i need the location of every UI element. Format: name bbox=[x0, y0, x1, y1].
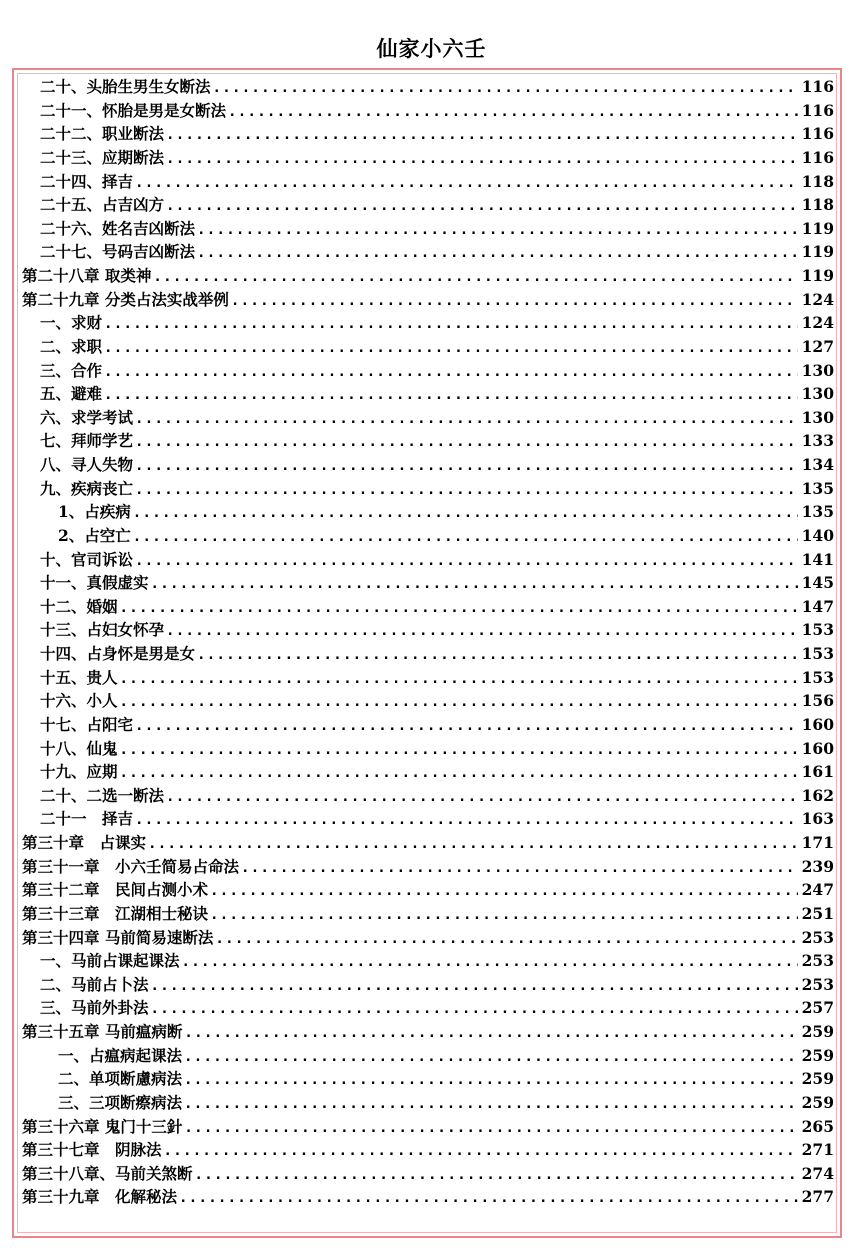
toc-dot-leader bbox=[104, 313, 798, 337]
toc-entry-page-number: 147 bbox=[801, 596, 834, 616]
toc-entry-label: 十七、占阳宅 bbox=[40, 714, 134, 734]
toc-entry-page-number: 124 bbox=[801, 289, 834, 309]
toc-dot-leader bbox=[135, 172, 798, 196]
toc-entry-label: 二十五、占吉凶方 bbox=[40, 195, 165, 215]
toc-entry-label: 第二十八章 取类神 bbox=[22, 266, 152, 285]
toc-entry-label: 第二十九章 分类占法实战举例 bbox=[22, 289, 229, 309]
toc-entry-page-number: 247 bbox=[801, 880, 834, 900]
toc-dot-leader bbox=[184, 1069, 798, 1093]
toc-entry-label: 2、占空亡 bbox=[58, 525, 131, 545]
toc-entry[interactable] bbox=[22, 264, 834, 288]
toc-entry-label: 十四、占身怀是男是女 bbox=[40, 644, 196, 663]
toc-dot-leader bbox=[166, 124, 798, 148]
toc-dot-leader bbox=[166, 148, 798, 172]
toc-dot-leader bbox=[120, 668, 798, 692]
toc-entry[interactable] bbox=[22, 666, 834, 690]
toc-entry-label: 八、寻人失物 bbox=[40, 455, 134, 474]
toc-dot-leader bbox=[151, 998, 798, 1022]
toc-dot-leader bbox=[104, 337, 798, 361]
toc-entry[interactable] bbox=[22, 146, 834, 170]
toc-dot-leader bbox=[197, 219, 798, 243]
toc-entry[interactable] bbox=[22, 831, 834, 855]
toc-entry-label: 十三、占妇女怀孕 bbox=[40, 620, 165, 640]
toc-dot-leader bbox=[197, 644, 798, 668]
toc-entry[interactable] bbox=[22, 926, 834, 950]
toc-entry-label: 二、单项断慮病法 bbox=[58, 1069, 183, 1089]
toc-entry-label: 二十、二选一断法 bbox=[40, 785, 165, 805]
toc-dot-leader bbox=[231, 290, 798, 314]
toc-entry[interactable] bbox=[22, 973, 834, 997]
toc-entry[interactable] bbox=[22, 217, 834, 241]
toc-dot-leader bbox=[179, 1187, 798, 1211]
toc-entry-label: 二十四、择吉 bbox=[40, 171, 134, 191]
toc-dot-leader bbox=[166, 786, 798, 810]
toc-dot-leader bbox=[148, 833, 798, 857]
toc-entry-page-number: 118 bbox=[801, 171, 834, 191]
toc-entry[interactable] bbox=[22, 855, 834, 879]
toc-entry[interactable] bbox=[22, 477, 834, 501]
page-title: 仙家小六壬 bbox=[376, 37, 487, 61]
toc-entry-page-number: 134 bbox=[801, 455, 834, 474]
toc-dot-leader bbox=[213, 77, 798, 101]
toc-entry-page-number: 156 bbox=[801, 691, 834, 711]
toc-dot-leader bbox=[153, 266, 797, 290]
toc-entry[interactable] bbox=[22, 1162, 834, 1186]
toc-entry[interactable] bbox=[22, 713, 834, 737]
toc-entry[interactable] bbox=[22, 193, 834, 217]
toc-dot-leader bbox=[215, 928, 797, 952]
toc-dot-leader bbox=[184, 1117, 797, 1141]
toc-dot-leader bbox=[104, 361, 798, 385]
toc-entry-label: 第三十二章 民间占测小术 bbox=[22, 880, 209, 900]
toc-entry-label: 十二、婚姻 bbox=[40, 596, 118, 616]
toc-dot-leader bbox=[135, 431, 798, 455]
toc-entry-page-number: 145 bbox=[801, 573, 834, 593]
toc-entry-label: 十八、仙鬼 bbox=[40, 738, 118, 758]
toc-entry[interactable] bbox=[22, 500, 834, 524]
toc-entry-page-number: 257 bbox=[801, 998, 834, 1018]
toc-dot-leader bbox=[151, 975, 798, 999]
toc-entry[interactable] bbox=[22, 595, 834, 619]
toc-entry-page-number: 161 bbox=[801, 762, 834, 782]
toc-dot-leader bbox=[195, 1164, 798, 1188]
toc-entry-label: 十六、小人 bbox=[40, 691, 118, 711]
toc-entry-label: 第三十六章 鬼门十三針 bbox=[22, 1116, 183, 1136]
toc-entry[interactable] bbox=[22, 878, 834, 902]
toc-entry[interactable] bbox=[22, 1185, 834, 1209]
toc-entry-page-number: 119 bbox=[801, 242, 834, 262]
toc-entry[interactable] bbox=[22, 453, 834, 477]
toc-entry[interactable] bbox=[22, 122, 834, 146]
toc-dot-leader bbox=[210, 880, 798, 904]
toc-dot-leader bbox=[135, 408, 798, 432]
toc-dot-leader bbox=[164, 1140, 798, 1164]
toc-entry-page-number: 140 bbox=[801, 525, 834, 545]
toc-dot-leader bbox=[166, 620, 798, 644]
toc-entry-page-number: 124 bbox=[801, 313, 834, 333]
toc-dot-leader bbox=[228, 101, 798, 125]
toc-entry-page-number: 259 bbox=[801, 1045, 834, 1065]
toc-entry-label: 七、拜师学艺 bbox=[40, 431, 134, 451]
toc-entry-label: 二、求职 bbox=[40, 336, 103, 356]
toc-entry-page-number: 135 bbox=[801, 478, 834, 498]
toc-entry-page-number: 116 bbox=[801, 147, 834, 167]
toc-entry[interactable] bbox=[22, 1067, 834, 1091]
toc-entry-label: 第三十三章 江湖相士秘诀 bbox=[22, 903, 209, 923]
toc-entry-page-number: 259 bbox=[801, 1092, 834, 1112]
toc-entry[interactable] bbox=[22, 406, 834, 430]
toc-entry-page-number: 116 bbox=[801, 100, 834, 120]
toc-entry-label: 十五、贵人 bbox=[40, 667, 118, 687]
toc-entry-label: 二十六、姓名吉凶断法 bbox=[40, 218, 196, 238]
toc-entry-page-number: 239 bbox=[801, 856, 834, 876]
toc-entry-page-number: 141 bbox=[801, 549, 834, 569]
toc-entry-page-number: 274 bbox=[801, 1163, 834, 1183]
toc-entry[interactable] bbox=[22, 524, 834, 548]
toc-entry-page-number: 135 bbox=[801, 502, 834, 522]
toc-entry-label: 三、马前外卦法 bbox=[40, 998, 149, 1018]
toc-entry-label: 二十一 择吉 bbox=[40, 809, 134, 829]
toc-entry-label: 二十一、怀胎是男是女断法 bbox=[40, 100, 227, 120]
toc-entry[interactable] bbox=[22, 902, 834, 926]
toc-dot-leader bbox=[166, 195, 798, 219]
toc-entry[interactable] bbox=[22, 1091, 834, 1115]
toc-entry-page-number: 171 bbox=[801, 833, 834, 852]
toc-entry-page-number: 116 bbox=[801, 77, 834, 96]
toc-entry-label: 二十七、号码吉凶断法 bbox=[40, 242, 196, 262]
toc-entry-page-number: 277 bbox=[801, 1187, 834, 1207]
toc-dot-leader bbox=[182, 951, 798, 975]
toc-entry-label: 第三十八章、马前关煞断 bbox=[22, 1163, 193, 1183]
toc-entry-label: 第三十四章 马前简易速断法 bbox=[22, 927, 214, 947]
toc-entry[interactable] bbox=[22, 996, 834, 1020]
table-of-contents bbox=[22, 75, 834, 1209]
toc-dot-leader bbox=[184, 1022, 797, 1046]
toc-entry[interactable] bbox=[22, 311, 834, 335]
toc-entry-page-number: 253 bbox=[801, 974, 834, 994]
toc-entry-label: 一、马前占课起课法 bbox=[40, 951, 180, 971]
toc-entry[interactable] bbox=[22, 170, 834, 194]
toc-entry-page-number: 265 bbox=[801, 1116, 834, 1136]
toc-dot-leader bbox=[135, 550, 798, 574]
toc-entry-page-number: 127 bbox=[801, 336, 834, 356]
toc-entry-label: 第三十五章 马前瘟病断 bbox=[22, 1022, 183, 1041]
toc-entry-label: 第三十九章 化解秘法 bbox=[22, 1187, 178, 1207]
toc-entry-page-number: 118 bbox=[801, 195, 834, 215]
toc-entry[interactable] bbox=[22, 288, 834, 312]
toc-entry[interactable] bbox=[22, 99, 834, 123]
toc-dot-leader bbox=[135, 479, 798, 503]
toc-entry-label: 五、避难 bbox=[40, 384, 103, 404]
toc-entry-page-number: 163 bbox=[801, 809, 834, 829]
toc-dot-leader bbox=[120, 691, 798, 715]
toc-entry-page-number: 130 bbox=[801, 384, 834, 404]
toc-entry-page-number: 271 bbox=[801, 1140, 834, 1160]
toc-entry-page-number: 119 bbox=[801, 218, 834, 238]
toc-entry-label: 第三十七章 阴脉法 bbox=[22, 1140, 162, 1160]
toc-entry[interactable] bbox=[22, 760, 834, 784]
toc-entry[interactable] bbox=[22, 807, 834, 831]
toc-entry[interactable] bbox=[22, 737, 834, 761]
toc-entry[interactable] bbox=[22, 1020, 834, 1044]
toc-entry-label: 二十、头胎生男生女断法 bbox=[40, 77, 211, 96]
toc-entry-label: 第三十章 占课实 bbox=[22, 833, 147, 852]
toc-entry-label: 1、占疾病 bbox=[58, 502, 131, 522]
toc-dot-leader bbox=[133, 526, 798, 550]
toc-entry-page-number: 153 bbox=[801, 667, 834, 687]
toc-entry-label: 第三十一章 小六壬简易占命法 bbox=[22, 856, 240, 876]
toc-entry[interactable] bbox=[22, 571, 834, 595]
toc-entry[interactable] bbox=[22, 240, 834, 264]
toc-entry[interactable] bbox=[22, 784, 834, 808]
toc-entry-label: 一、求财 bbox=[40, 313, 103, 333]
toc-entry-label: 三、三项断瘵病法 bbox=[58, 1092, 183, 1112]
toc-entry-label: 二十三、应期断法 bbox=[40, 147, 165, 167]
toc-dot-leader bbox=[197, 242, 798, 266]
toc-entry-page-number: 133 bbox=[801, 431, 834, 451]
toc-entry-page-number: 153 bbox=[801, 644, 834, 663]
toc-entry-page-number: 119 bbox=[801, 266, 834, 285]
toc-entry-label: 三、合作 bbox=[40, 360, 103, 380]
toc-entry[interactable] bbox=[22, 429, 834, 453]
toc-entry-page-number: 130 bbox=[801, 407, 834, 427]
toc-dot-leader bbox=[104, 384, 798, 408]
toc-entry[interactable] bbox=[22, 382, 834, 406]
toc-dot-leader bbox=[184, 1093, 798, 1117]
toc-dot-leader bbox=[120, 597, 798, 621]
toc-dot-leader bbox=[120, 762, 798, 786]
toc-dot-leader bbox=[210, 904, 798, 928]
toc-entry[interactable] bbox=[22, 1115, 834, 1139]
toc-entry[interactable] bbox=[22, 689, 834, 713]
toc-entry-label: 二、马前占卜法 bbox=[40, 974, 149, 994]
toc-entry-page-number: 130 bbox=[801, 360, 834, 380]
toc-entry-page-number: 259 bbox=[801, 1022, 834, 1041]
toc-entry[interactable] bbox=[22, 642, 834, 666]
toc-dot-leader bbox=[135, 715, 798, 739]
toc-entry-page-number: 153 bbox=[801, 620, 834, 640]
toc-dot-leader bbox=[151, 573, 798, 597]
toc-dot-leader bbox=[133, 502, 798, 526]
toc-entry-page-number: 160 bbox=[801, 738, 834, 758]
toc-entry[interactable] bbox=[22, 1044, 834, 1068]
toc-entry-label: 十、官司诉讼 bbox=[40, 549, 134, 569]
toc-entry-page-number: 162 bbox=[801, 785, 834, 805]
toc-entry[interactable] bbox=[22, 1138, 834, 1162]
toc-entry-page-number: 251 bbox=[801, 903, 834, 923]
toc-dot-leader bbox=[184, 1046, 798, 1070]
toc-entry-page-number: 116 bbox=[801, 124, 834, 144]
toc-dot-leader bbox=[135, 809, 798, 833]
toc-entry-page-number: 253 bbox=[801, 927, 834, 947]
toc-entry-label: 十九、应期 bbox=[40, 762, 118, 782]
toc-entry[interactable] bbox=[22, 618, 834, 642]
toc-entry-page-number: 160 bbox=[801, 714, 834, 734]
toc-entry[interactable] bbox=[22, 548, 834, 572]
toc-entry-label: 六、求学考试 bbox=[40, 407, 134, 427]
toc-entry-page-number: 259 bbox=[801, 1069, 834, 1089]
toc-dot-leader bbox=[120, 739, 798, 763]
toc-entry-label: 九、疾病丧亡 bbox=[40, 478, 134, 498]
toc-entry-label: 二十二、职业断法 bbox=[40, 124, 165, 144]
toc-entry[interactable] bbox=[22, 75, 834, 99]
toc-entry[interactable] bbox=[22, 335, 834, 359]
toc-entry-page-number: 253 bbox=[801, 951, 834, 971]
toc-entry-label: 一、占瘟病起课法 bbox=[58, 1045, 183, 1065]
toc-entry[interactable] bbox=[22, 359, 834, 383]
toc-entry-label: 十一、真假虚实 bbox=[40, 573, 149, 593]
toc-entry[interactable] bbox=[22, 949, 834, 973]
toc-dot-leader bbox=[241, 857, 798, 881]
toc-dot-leader bbox=[135, 455, 798, 479]
